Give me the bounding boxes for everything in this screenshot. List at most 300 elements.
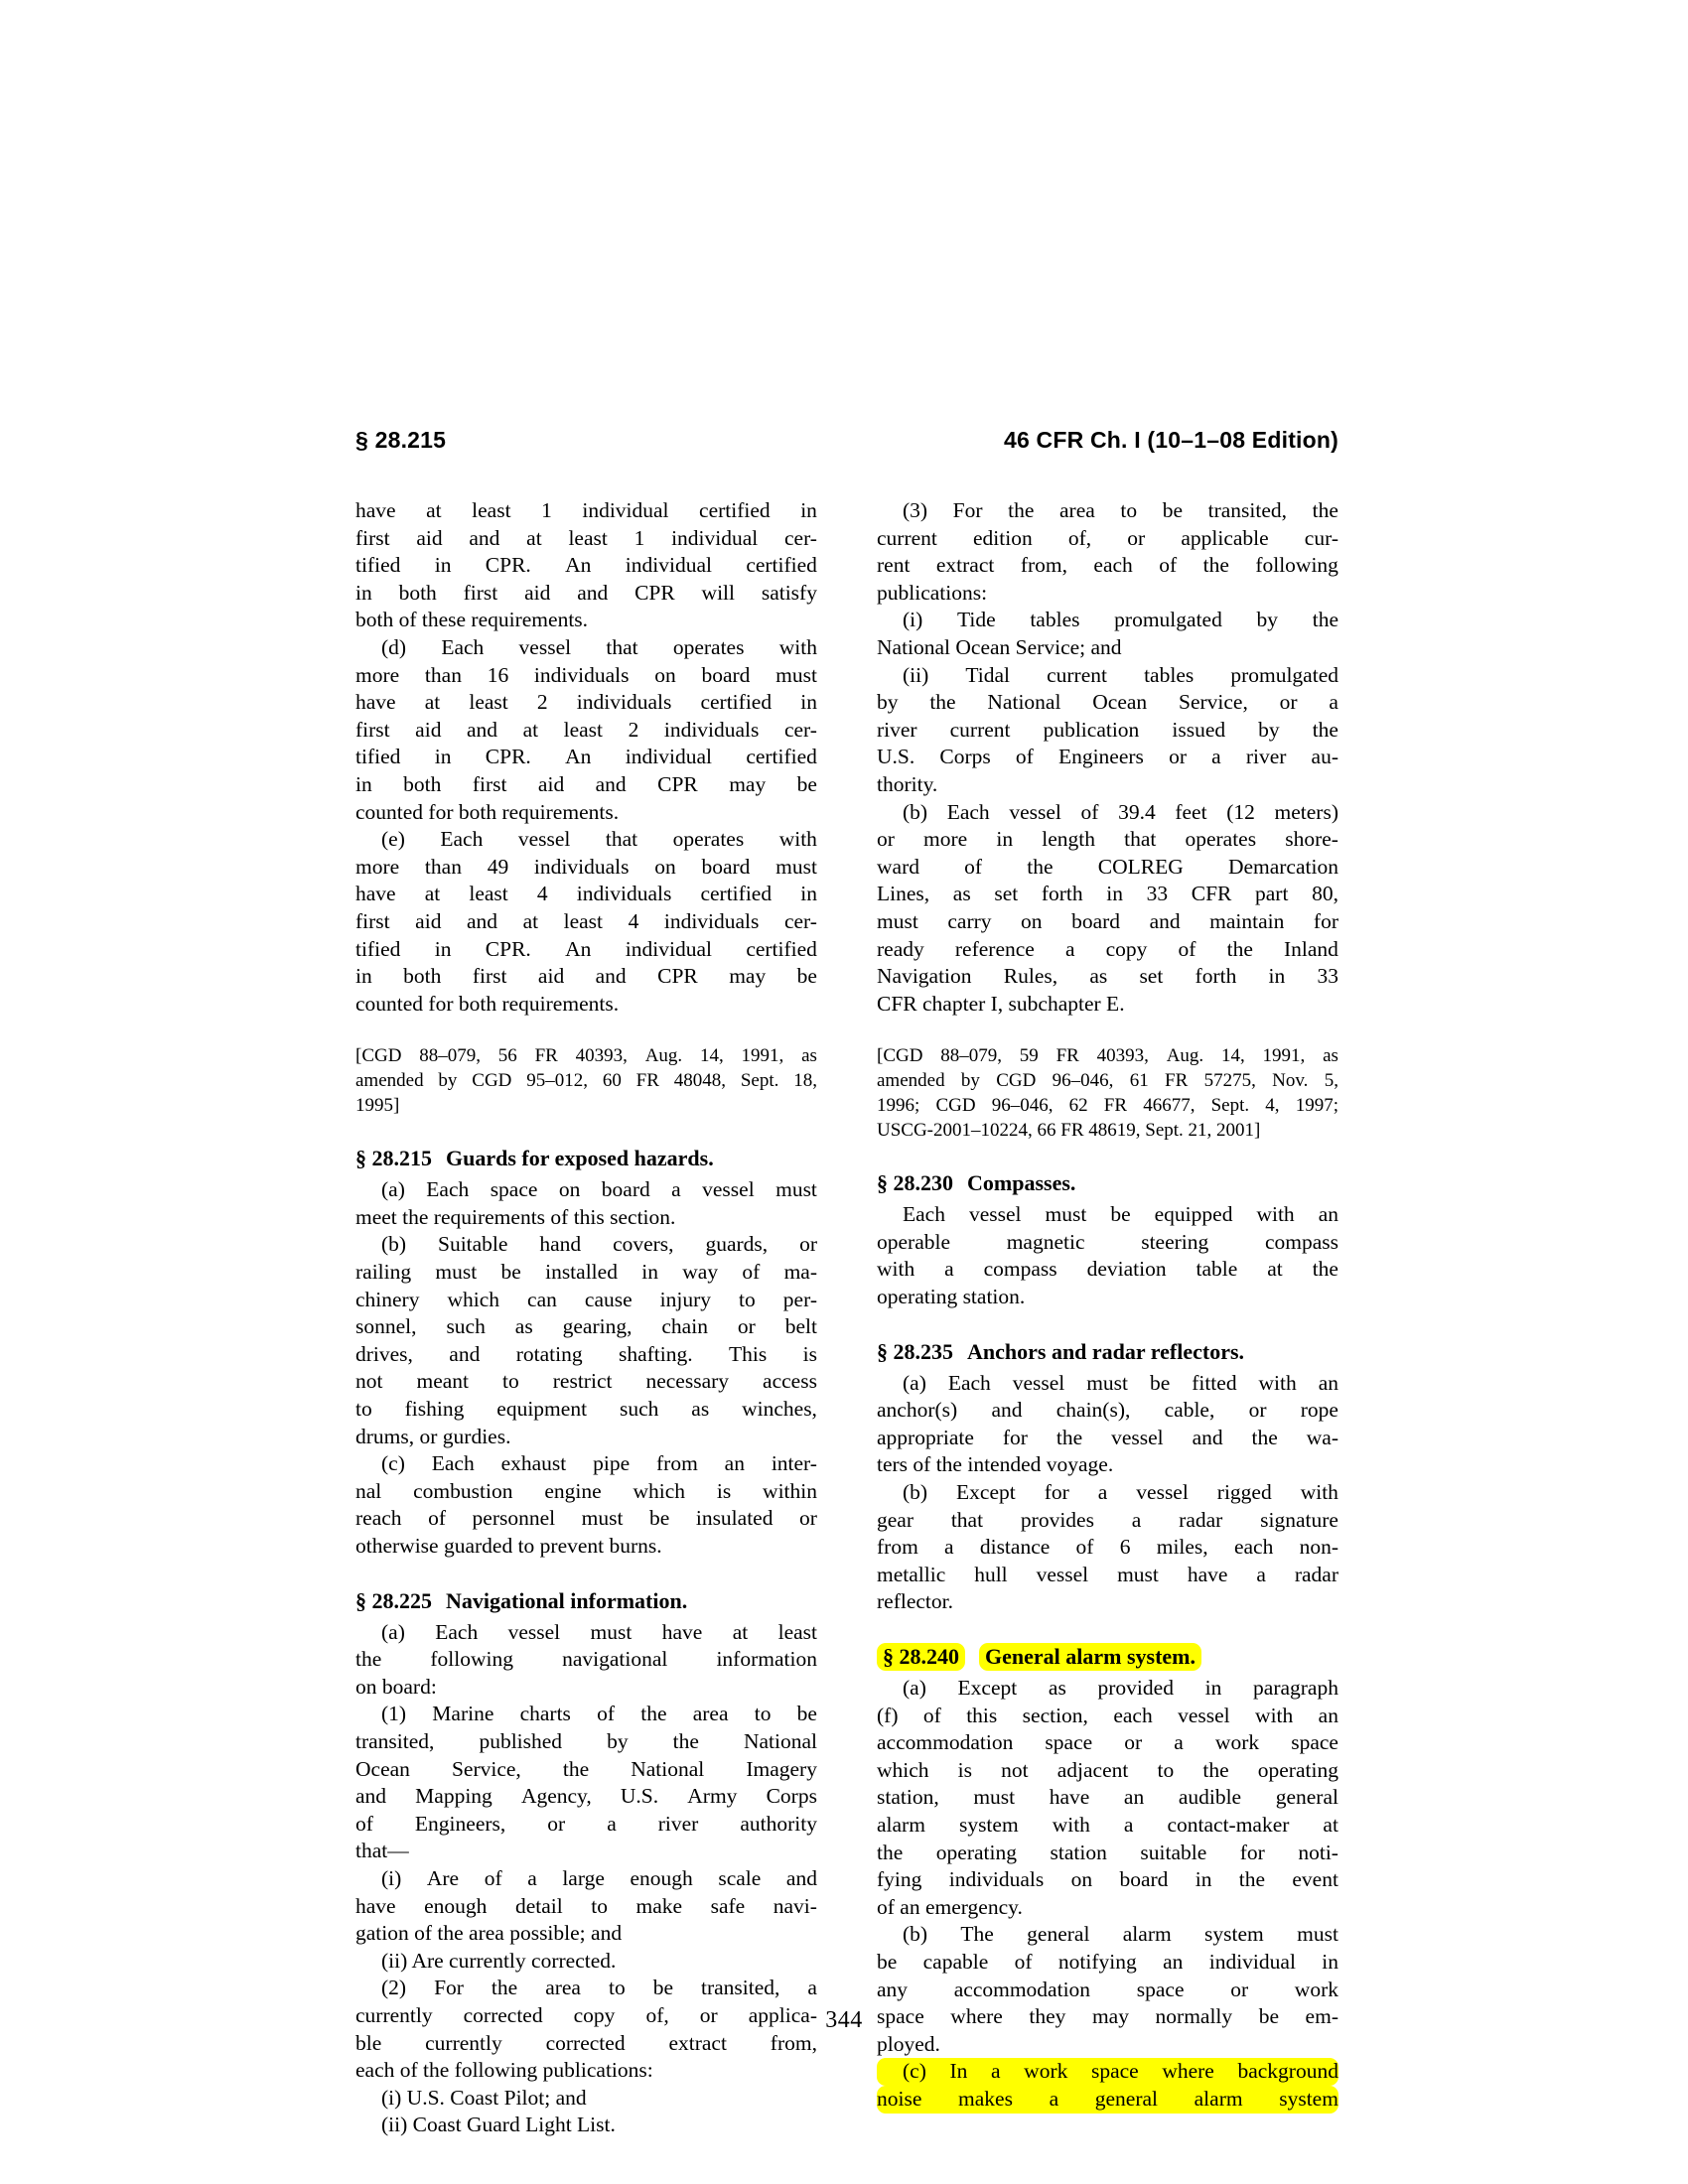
word: be xyxy=(652,1976,673,2000)
word: 1997; xyxy=(1295,1095,1338,1117)
word: 1991, xyxy=(741,1045,784,1067)
word: FR xyxy=(534,1045,558,1067)
text-line: meet the requirements of this section. xyxy=(355,1204,676,1229)
word: on xyxy=(654,662,676,687)
word: Sept. xyxy=(740,1070,779,1092)
word: metallic xyxy=(877,1562,946,1586)
word: a xyxy=(1174,1730,1184,1755)
word: or xyxy=(799,1232,817,1257)
section-heading-28-240 xyxy=(877,1643,1338,1671)
word: belt xyxy=(784,1314,817,1339)
section-28-225-paragraph-a xyxy=(355,1619,817,1702)
word: first xyxy=(472,964,507,989)
word: space xyxy=(1136,1977,1185,2001)
word: a xyxy=(1064,936,1075,961)
text-line: National Ocean Service; and xyxy=(877,634,1122,659)
word: engine xyxy=(544,1478,602,1503)
word: and xyxy=(1192,1425,1223,1449)
word: tified xyxy=(355,936,401,961)
word: radar xyxy=(1179,1507,1223,1532)
word: both xyxy=(403,964,442,989)
word: or xyxy=(699,2002,718,2027)
word: (12 xyxy=(1226,799,1255,824)
word: For xyxy=(952,498,983,522)
word: both xyxy=(403,771,442,796)
word: individuals xyxy=(533,854,630,879)
word: in xyxy=(434,936,452,961)
word: ble xyxy=(355,2030,382,2055)
word: cer- xyxy=(783,525,817,550)
word: Each xyxy=(435,1619,479,1644)
word: than xyxy=(424,854,462,879)
word: from xyxy=(656,1451,698,1476)
word: tified xyxy=(355,553,401,578)
word: CGD xyxy=(472,1070,512,1092)
word: alarm xyxy=(1122,1922,1172,1947)
word: with xyxy=(1255,1703,1294,1727)
word: Service, xyxy=(1178,690,1248,715)
word: with xyxy=(1300,1480,1338,1505)
citation-line: 1995] xyxy=(355,1095,400,1117)
word: that xyxy=(605,827,638,852)
word: (c) xyxy=(903,2059,926,2084)
word: extract xyxy=(935,553,995,578)
word: a xyxy=(1329,690,1338,715)
word: certified xyxy=(700,690,773,715)
word: detail xyxy=(514,1893,563,1918)
word: space xyxy=(490,1177,538,1202)
word: and xyxy=(1149,908,1181,933)
word: CPR. xyxy=(485,745,531,769)
word: The xyxy=(960,1922,994,1947)
word: (e) xyxy=(381,827,405,852)
word: rigged xyxy=(1216,1480,1272,1505)
word: notifying xyxy=(1057,1949,1137,1974)
word: winches, xyxy=(742,1397,817,1422)
word: as xyxy=(952,882,971,906)
text-line: of an emergency. xyxy=(877,1894,1023,1919)
word: published xyxy=(479,1728,563,1753)
word: Corps xyxy=(766,1784,817,1809)
word: work xyxy=(1294,1977,1338,2001)
word: section, xyxy=(1022,1703,1088,1727)
word: U.S. xyxy=(620,1784,659,1809)
word: operating xyxy=(935,1840,1017,1864)
right-column xyxy=(877,497,1338,2114)
word: first xyxy=(355,717,390,742)
section-28-235-paragraph-a xyxy=(877,1370,1338,1479)
word: the xyxy=(1312,498,1338,522)
word: to xyxy=(608,1976,626,2000)
word: or xyxy=(1124,1730,1143,1755)
word: least xyxy=(777,1619,817,1644)
word: chain(s), xyxy=(1055,1398,1131,1423)
word: work xyxy=(1024,2059,1068,2084)
text-line: each of the following publications: xyxy=(355,2058,653,2083)
word: ward xyxy=(877,854,919,879)
word: authority xyxy=(740,1811,817,1836)
text-line: otherwise guarded to prevent burns. xyxy=(355,1534,662,1558)
word: Engineers xyxy=(1057,745,1144,769)
word: make xyxy=(635,1893,683,1918)
word: individuals xyxy=(948,1867,1045,1892)
word: normally xyxy=(1155,2004,1233,2029)
word: in xyxy=(1268,964,1286,989)
word: and xyxy=(449,1341,481,1366)
word: Ocean xyxy=(1092,690,1148,715)
word: be xyxy=(796,771,817,796)
word: the xyxy=(877,1840,904,1864)
word: a xyxy=(527,1865,537,1890)
word: individual xyxy=(1208,1949,1296,1974)
word: an xyxy=(1318,1202,1338,1227)
word: An xyxy=(565,745,592,769)
word: deviation xyxy=(1086,1257,1167,1282)
word: (a) xyxy=(903,1370,926,1395)
word: inter- xyxy=(771,1451,817,1476)
word: For xyxy=(434,1976,464,2000)
word: installed xyxy=(545,1260,618,1285)
word: Rules, xyxy=(1003,964,1058,989)
word: to xyxy=(739,1287,756,1311)
word: and xyxy=(785,1865,817,1890)
word: at xyxy=(522,717,539,742)
word: of xyxy=(742,1260,761,1285)
word: be xyxy=(877,1949,898,1974)
word: as xyxy=(801,1045,817,1067)
word: first xyxy=(355,525,390,550)
word: corrected xyxy=(545,2030,626,2055)
word: fying xyxy=(877,1867,922,1892)
word: fishing xyxy=(404,1397,465,1422)
word: magnetic xyxy=(1006,1229,1085,1254)
word: individual xyxy=(625,936,712,961)
word: ma- xyxy=(783,1260,817,1285)
word: paragraph xyxy=(1253,1676,1338,1700)
word: following xyxy=(430,1647,513,1672)
section-heading-28-235 xyxy=(877,1338,1338,1366)
word: or xyxy=(547,1811,566,1836)
word: may xyxy=(729,771,767,796)
word: must xyxy=(581,1506,624,1531)
word: the xyxy=(1202,1757,1229,1782)
word: vessel xyxy=(1036,1562,1089,1586)
word: any xyxy=(877,1977,909,2001)
word: on xyxy=(558,1177,581,1202)
word: for xyxy=(1044,1480,1069,1505)
word: promulgated xyxy=(1114,608,1222,632)
word: extract xyxy=(668,2030,727,2055)
word: In xyxy=(949,2059,968,2084)
word: noti- xyxy=(1298,1840,1338,1864)
word: least xyxy=(469,690,508,715)
text-line: counted for both requirements. xyxy=(355,991,620,1016)
word: National xyxy=(743,1728,817,1753)
word: rotating xyxy=(515,1341,583,1366)
word: the xyxy=(491,1976,518,2000)
word: restrict xyxy=(552,1369,613,1394)
word: (i) xyxy=(381,1865,402,1890)
word: Imagery xyxy=(746,1756,817,1781)
word: per- xyxy=(782,1287,817,1311)
word: shafting. xyxy=(618,1341,693,1366)
word: gearing, xyxy=(562,1314,633,1339)
word: individuals xyxy=(663,908,760,933)
word: 5, xyxy=(1324,1070,1338,1092)
word: 4 xyxy=(628,908,639,933)
word: set xyxy=(994,882,1019,906)
word: the xyxy=(1251,1425,1278,1449)
word: 57275, xyxy=(1203,1070,1256,1092)
word: of xyxy=(922,1703,941,1727)
word: navigational xyxy=(562,1647,668,1672)
word: CPR xyxy=(657,964,698,989)
word: Lines, xyxy=(877,882,930,906)
word: a xyxy=(991,2059,1001,2084)
word: chinery xyxy=(355,1287,420,1311)
word: board xyxy=(1071,908,1121,933)
word: individual xyxy=(625,553,712,578)
word: an xyxy=(1123,1785,1145,1810)
word: individual xyxy=(625,745,712,769)
word: (a) xyxy=(903,1676,926,1700)
word: current xyxy=(877,525,937,550)
word: or xyxy=(1127,525,1146,550)
word: a xyxy=(1211,745,1221,769)
word: must xyxy=(1297,1922,1338,1947)
word: copy xyxy=(573,2002,616,2027)
word: Each xyxy=(441,634,485,659)
word: cause xyxy=(584,1287,633,1311)
word: at xyxy=(424,690,441,715)
word: (3) xyxy=(903,498,928,522)
word: operating xyxy=(1257,1757,1338,1782)
word: promulgated xyxy=(1230,662,1338,687)
word: individuals xyxy=(663,717,760,742)
section-title: Compasses. xyxy=(967,1170,1076,1196)
word: 39.4 xyxy=(1118,799,1156,824)
word: in xyxy=(1106,882,1123,906)
word: National xyxy=(631,1756,705,1781)
word: Aug. xyxy=(644,1045,683,1067)
word: feet xyxy=(1175,799,1207,824)
word: compass xyxy=(1264,1229,1338,1254)
text-line: gation of the area possible; and xyxy=(355,1921,623,1946)
word: transited, xyxy=(700,1976,780,2000)
word: accommodation xyxy=(953,1977,1091,2001)
word: of xyxy=(355,1811,373,1836)
word: current xyxy=(1047,662,1107,687)
word: or xyxy=(877,827,895,852)
word: a xyxy=(807,1976,817,2000)
word: National xyxy=(987,690,1061,715)
word: both xyxy=(398,580,437,605)
word: the xyxy=(562,1756,590,1781)
word: tables xyxy=(1144,662,1195,687)
word: by xyxy=(607,1728,629,1753)
word: system xyxy=(1279,2086,1338,2111)
word: 56 xyxy=(497,1045,517,1067)
word: of xyxy=(1075,1535,1094,1560)
word: be xyxy=(649,1506,670,1531)
word: suitable xyxy=(1140,1840,1207,1864)
word: have xyxy=(1049,1785,1090,1810)
word: or xyxy=(1279,690,1298,715)
word: space xyxy=(1090,2059,1139,2084)
word: to xyxy=(1120,498,1138,522)
word: and xyxy=(469,525,500,550)
paragraph-e xyxy=(355,826,817,1018)
word: COLREG xyxy=(1097,854,1184,879)
word: (a) xyxy=(381,1177,405,1202)
word: maintain xyxy=(1209,908,1285,933)
word: transited, xyxy=(355,1728,435,1753)
word: 1 xyxy=(541,498,552,522)
word: Suitable xyxy=(437,1232,508,1257)
word: will xyxy=(701,580,735,605)
word: vessel xyxy=(1012,1370,1065,1395)
word: with xyxy=(778,827,817,852)
word: must xyxy=(1117,1562,1159,1586)
word: Marine xyxy=(432,1702,494,1726)
word: combustion xyxy=(413,1478,513,1503)
word: of xyxy=(1015,745,1034,769)
word: station xyxy=(1050,1840,1107,1864)
word: a xyxy=(1123,1812,1134,1837)
paragraph-continued xyxy=(355,497,817,634)
text-line: (ii) Are currently corrected. xyxy=(381,1948,617,1973)
word: be xyxy=(1258,2004,1279,2029)
word: where xyxy=(1162,2059,1214,2084)
word: applicable xyxy=(1181,525,1269,550)
word: area xyxy=(1059,498,1095,522)
word: must xyxy=(1086,1370,1129,1395)
word: in xyxy=(434,745,452,769)
word: aid xyxy=(415,908,442,933)
word: board xyxy=(601,1177,650,1202)
word: alarm xyxy=(1194,2086,1243,2111)
word: aid xyxy=(524,580,551,605)
word: that xyxy=(950,1507,984,1532)
word: way xyxy=(682,1260,719,1285)
word: each xyxy=(1093,553,1133,578)
word: (d) xyxy=(381,634,407,659)
word: as xyxy=(1048,1676,1066,1700)
word: 46677, xyxy=(1143,1095,1196,1117)
word: more xyxy=(355,662,400,687)
section-title: Anchors and radar reflectors. xyxy=(967,1338,1245,1364)
word: provided xyxy=(1097,1676,1174,1700)
word: a xyxy=(1097,1480,1108,1505)
word: this xyxy=(966,1703,998,1727)
text-line: drums, or gurdies. xyxy=(355,1424,511,1448)
word: scale xyxy=(718,1865,762,1890)
right-paragraph-b xyxy=(877,799,1338,1019)
word: navi- xyxy=(773,1893,817,1918)
word: satisfy xyxy=(761,580,817,605)
word: the xyxy=(1202,553,1229,578)
text-line: reflector. xyxy=(877,1589,953,1614)
word: first xyxy=(472,771,507,796)
word: space xyxy=(877,2004,924,2029)
word: which xyxy=(633,1478,686,1503)
word: reach xyxy=(355,1506,402,1531)
word: Tidal xyxy=(965,662,1010,687)
word: 96–046, xyxy=(991,1095,1054,1117)
word: the xyxy=(1312,1257,1338,1282)
word: of xyxy=(1159,553,1178,578)
word: 4 xyxy=(536,882,548,906)
word: (ii) xyxy=(903,662,929,687)
word: 16 xyxy=(487,662,509,687)
word: in xyxy=(355,771,372,796)
word: system xyxy=(958,1812,1019,1837)
word: system xyxy=(1204,1922,1264,1947)
word: (b) xyxy=(903,799,928,824)
word: in xyxy=(355,964,372,989)
word: 14, xyxy=(699,1045,724,1067)
word: FR xyxy=(1165,1070,1189,1092)
word: at xyxy=(424,882,441,906)
word: individual xyxy=(582,498,669,522)
word: as xyxy=(1089,964,1108,989)
word: applica- xyxy=(748,2002,817,2027)
word: 48048, xyxy=(673,1070,727,1092)
word: and xyxy=(991,1398,1023,1423)
word: aid xyxy=(415,717,442,742)
word: equipment xyxy=(496,1397,588,1422)
word: be xyxy=(500,1260,521,1285)
section-28-240-paragraph-b xyxy=(877,1921,1338,2058)
word: 60 xyxy=(602,1070,622,1092)
word: currently xyxy=(355,2002,433,2027)
word: hand xyxy=(539,1232,582,1257)
word: aid xyxy=(537,964,565,989)
word: em- xyxy=(1305,2004,1338,2029)
word: signature xyxy=(1260,1507,1338,1532)
word: be xyxy=(1149,1370,1171,1395)
word: the xyxy=(640,1702,667,1726)
word: of xyxy=(1178,936,1196,961)
word: of xyxy=(597,1702,616,1726)
word: have xyxy=(355,498,396,522)
text-line: CFR chapter I, subchapter E. xyxy=(877,991,1125,1016)
word: 1996; xyxy=(877,1095,920,1117)
word: more xyxy=(355,854,400,879)
word: vessel xyxy=(507,1619,561,1644)
section-28-230-body xyxy=(877,1201,1338,1310)
word: Each xyxy=(426,1177,470,1202)
word: vessel xyxy=(1178,1703,1230,1727)
word: than xyxy=(424,662,462,687)
word: following xyxy=(1255,553,1338,578)
word: equipped xyxy=(1154,1202,1233,1227)
word: CFR xyxy=(1191,882,1232,906)
word: (b) xyxy=(381,1232,407,1257)
word: river xyxy=(657,1811,699,1836)
word: in xyxy=(996,827,1014,852)
word: Agency, xyxy=(520,1784,592,1809)
word: individual xyxy=(671,525,759,550)
word: and xyxy=(355,1784,387,1809)
text-line: counted for both requirements. xyxy=(355,799,620,824)
text-line: on board: xyxy=(355,1674,437,1699)
word: that xyxy=(1124,827,1157,852)
word: they xyxy=(1029,2004,1066,2029)
word: 49 xyxy=(487,854,509,879)
word: as xyxy=(691,1397,710,1422)
word: 33 xyxy=(1146,882,1169,906)
